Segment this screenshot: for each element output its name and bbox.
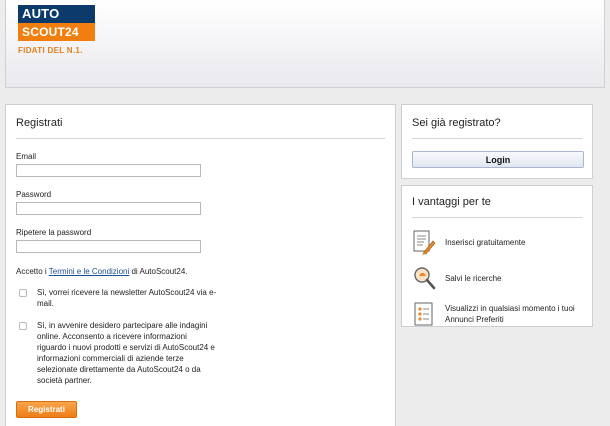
terms-link[interactable]: Termini e le Condizioni	[48, 267, 130, 276]
login-title: Sei già registrato?	[412, 117, 582, 139]
repeat-password-field[interactable]	[16, 240, 201, 253]
advantage-text: Inserisci gratuitamente	[445, 237, 526, 247]
login-panel	[401, 104, 593, 179]
newsletter-label: Sì, vorrei ricevere la newsletter AutoScout24 via e-mail.	[37, 288, 217, 308]
logo-line-2: SCOUT24	[18, 23, 95, 41]
advantage-item	[412, 229, 582, 255]
autoscout24-logo[interactable]	[18, 5, 95, 41]
favorites-list-icon	[412, 301, 436, 327]
advantages-panel	[401, 185, 593, 327]
advantage-text: Visualizzi in qualsiasi momento i tuoi Annunci Preferiti	[445, 304, 575, 324]
tagline: FIDATI DEL N.1.	[18, 46, 83, 55]
email-field[interactable]	[16, 164, 201, 177]
terms-suffix: di AutoScout24.	[129, 267, 188, 276]
register-button[interactable]: Registrati	[16, 401, 77, 418]
site-header	[5, 0, 605, 88]
repeat-password-label: Ripetere la password	[16, 228, 92, 237]
search-magnifier-icon	[412, 265, 436, 291]
advantages-title: I vantaggi per te	[412, 196, 582, 218]
newsletter-option	[16, 287, 385, 309]
survey-option	[16, 320, 385, 386]
advantage-item	[412, 265, 582, 291]
password-field[interactable]	[16, 202, 201, 215]
register-title: Registrati	[16, 117, 385, 139]
email-label: Email	[16, 152, 37, 161]
terms-prefix: Accetto i	[16, 267, 49, 276]
survey-label: Sì, in avvenire desidero partecipare alle indagini online. Acconsento a ricevere informazioni riguardo i nuovi prodotti e servizi di AutoScout24 e informazioni commerciali di aziende terze selezionate direttamente da AutoScout24 o da società partner.	[37, 321, 215, 385]
survey-checkbox[interactable]	[19, 322, 27, 330]
register-panel	[5, 104, 396, 426]
document-edit-icon	[412, 229, 436, 255]
password-label: Password	[16, 190, 52, 199]
terms-text	[16, 267, 385, 276]
logo-line-1: AUTO	[18, 5, 95, 23]
advantage-item	[412, 301, 582, 327]
newsletter-checkbox[interactable]	[19, 289, 27, 297]
login-button[interactable]: Login	[412, 151, 584, 168]
advantage-text: Salvi le ricerche	[445, 273, 502, 283]
